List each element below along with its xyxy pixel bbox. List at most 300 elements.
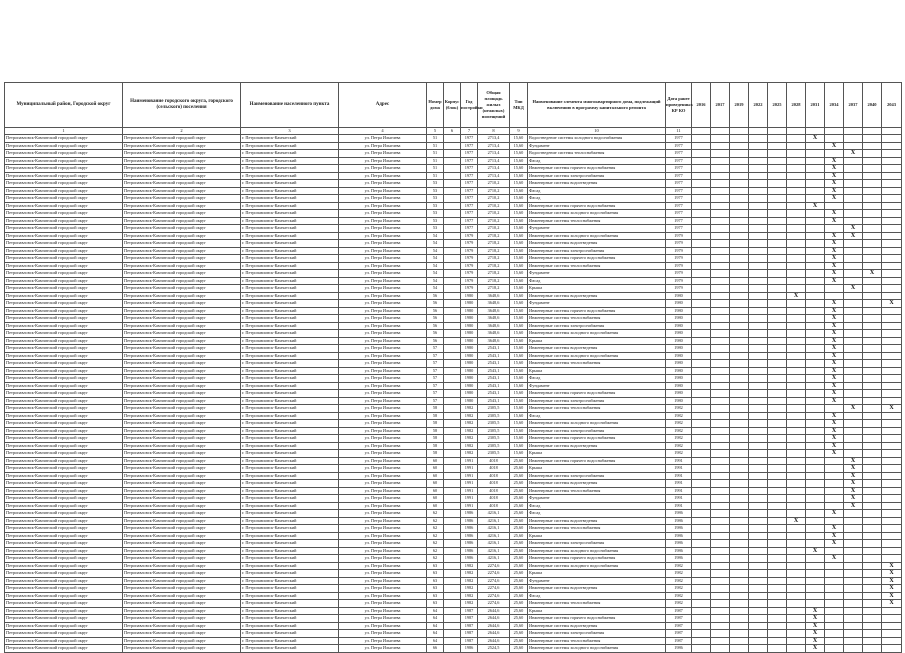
table-row <box>5 180 902 188</box>
period-cell <box>806 420 825 428</box>
period-cell <box>806 562 825 570</box>
locality-cell: г. Петропавловск-Камчатский <box>241 300 339 308</box>
period-cell <box>749 525 768 533</box>
column-number: 4 <box>339 128 427 135</box>
period-cell <box>730 330 749 338</box>
period-cell <box>711 637 730 645</box>
table-row <box>5 322 902 330</box>
district-cell: Петропавловск-Камчатский городской округ <box>5 502 123 510</box>
period-cell <box>711 292 730 300</box>
district-cell: Петропавловск-Камчатский городской округ <box>5 645 123 653</box>
house-number-cell: 60 <box>427 487 444 495</box>
period-cell <box>806 570 825 578</box>
house-number-cell: 56 <box>427 300 444 308</box>
type-cell: 25,60 <box>510 547 528 555</box>
period-cell <box>730 577 749 585</box>
period-cell <box>711 330 730 338</box>
period-cell <box>730 645 749 653</box>
district-cell: Петропавловск-Камчатский городской округ <box>5 412 123 420</box>
type-cell: 15,60 <box>510 165 528 173</box>
element-cell: Фундамент <box>528 495 666 503</box>
period-cell: X <box>844 465 863 473</box>
period-cell <box>768 390 787 398</box>
column-number: 11 <box>666 128 692 135</box>
table-row <box>5 232 902 240</box>
prior-repair-cell: 1986 <box>666 532 692 540</box>
locality-cell: г. Петропавловск-Камчатский <box>241 592 339 600</box>
prior-repair-cell: 1977 <box>666 135 692 143</box>
year-cell: 1991 <box>461 480 478 488</box>
period-cell <box>844 570 863 578</box>
area-cell: 2274,6 <box>478 585 510 593</box>
district-cell: Петропавловск-Камчатский городской округ <box>5 427 123 435</box>
street-cell: ул. Петра Ильичева <box>339 375 427 383</box>
area-cell: 2718,2 <box>478 285 510 293</box>
year-cell: 1982 <box>461 435 478 443</box>
element-cell: Инженерные системы водоотведения <box>528 345 666 353</box>
street-cell: ул. Петра Ильичева <box>339 487 427 495</box>
element-cell: Инженерные системы холодного водоснабжения <box>528 232 666 240</box>
locality-cell: г. Петропавловск-Камчатский <box>241 225 339 233</box>
period-cell: X <box>882 570 902 578</box>
column-number: 5 <box>427 128 444 135</box>
period-cell <box>768 225 787 233</box>
period-cell <box>749 547 768 555</box>
block-cell <box>444 322 461 330</box>
area-cell: 4018 <box>478 457 510 465</box>
period-cell <box>692 322 711 330</box>
period-cell: X <box>825 532 844 540</box>
column-header: Наименование населенного пункта <box>241 83 339 128</box>
period-cell <box>844 367 863 375</box>
period-cell <box>806 157 825 165</box>
period-cell <box>863 157 882 165</box>
period-cell <box>882 345 902 353</box>
period-cell <box>787 592 806 600</box>
year-cell: 1991 <box>461 487 478 495</box>
period-cell <box>806 367 825 375</box>
period-cell <box>863 517 882 525</box>
prior-repair-cell: 1980 <box>666 300 692 308</box>
period-cell: X <box>825 270 844 278</box>
house-number-cell: 51 <box>427 172 444 180</box>
prior-repair-cell: 1980 <box>666 345 692 353</box>
locality-cell: г. Петропавловск-Камчатский <box>241 135 339 143</box>
element-cell: Водоотведение системы холодного водоснабжения <box>528 135 666 143</box>
column-header: Корпус (блок) <box>444 83 461 128</box>
house-number-cell: 57 <box>427 352 444 360</box>
column-header: 2019 <box>730 83 749 128</box>
period-cell <box>863 615 882 623</box>
element-cell: Инженерные системы электроснабжения <box>528 247 666 255</box>
period-cell: X <box>844 480 863 488</box>
year-cell: 1986 <box>461 547 478 555</box>
house-number-cell: 63 <box>427 577 444 585</box>
district-cell: Петропавловск-Камчатский городской округ <box>5 592 123 600</box>
period-cell <box>825 225 844 233</box>
area-cell: 2543,1 <box>478 360 510 368</box>
district-cell: Петропавловск-Камчатский городской округ <box>5 600 123 608</box>
type-cell: 25,60 <box>510 570 528 578</box>
period-cell <box>863 195 882 203</box>
locality-cell: г. Петропавловск-Камчатский <box>241 645 339 653</box>
year-cell: 1979 <box>461 255 478 263</box>
house-number-cell: 62 <box>427 532 444 540</box>
period-cell <box>787 585 806 593</box>
table-row <box>5 285 902 293</box>
house-number-cell: 56 <box>427 330 444 338</box>
type-cell: 15,60 <box>510 150 528 158</box>
column-number: 1 <box>5 128 123 135</box>
period-cell <box>749 337 768 345</box>
district-cell: Петропавловск-Камчатский городской округ <box>5 615 123 623</box>
period-cell <box>692 480 711 488</box>
area-cell: 2274,6 <box>478 592 510 600</box>
period-cell <box>768 165 787 173</box>
period-cell <box>749 142 768 150</box>
period-cell <box>749 217 768 225</box>
period-cell <box>749 637 768 645</box>
period-cell <box>882 645 902 653</box>
house-number-cell: 53 <box>427 187 444 195</box>
settlement-cell: Петропавловск-Камчатский городской округ <box>123 225 241 233</box>
street-cell: ул. Петра Ильичева <box>339 330 427 338</box>
period-cell <box>730 315 749 323</box>
period-cell <box>806 337 825 345</box>
block-cell <box>444 562 461 570</box>
period-cell <box>844 142 863 150</box>
locality-cell: г. Петропавловск-Камчатский <box>241 210 339 218</box>
table-row <box>5 645 902 653</box>
period-cell <box>787 157 806 165</box>
period-cell <box>768 277 787 285</box>
period-cell <box>749 195 768 203</box>
period-cell <box>787 195 806 203</box>
prior-repair-cell: 1982 <box>666 442 692 450</box>
element-cell: Фасад <box>528 592 666 600</box>
area-cell: 2644,6 <box>478 615 510 623</box>
period-cell <box>768 532 787 540</box>
period-cell <box>768 187 787 195</box>
period-cell <box>863 285 882 293</box>
period-cell <box>863 210 882 218</box>
period-cell <box>882 547 902 555</box>
settlement-cell: Петропавловск-Камчатский городской округ <box>123 435 241 443</box>
period-cell: X <box>863 270 882 278</box>
settlement-cell: Петропавловск-Камчатский городской округ <box>123 495 241 503</box>
year-cell: 1979 <box>461 270 478 278</box>
street-cell: ул. Петра Ильичева <box>339 277 427 285</box>
period-cell <box>711 285 730 293</box>
table-row <box>5 315 902 323</box>
period-cell <box>806 412 825 420</box>
period-cell <box>692 630 711 638</box>
year-cell: 1980 <box>461 307 478 315</box>
period-cell <box>692 517 711 525</box>
element-cell: Фундамент <box>528 577 666 585</box>
period-cell <box>749 397 768 405</box>
year-cell: 1977 <box>461 202 478 210</box>
prior-repair-cell: 1980 <box>666 330 692 338</box>
table-row <box>5 345 902 353</box>
house-number-cell: 57 <box>427 390 444 398</box>
settlement-cell: Петропавловск-Камчатский городской округ <box>123 277 241 285</box>
period-cell <box>787 465 806 473</box>
period-cell <box>711 450 730 458</box>
period-cell <box>806 255 825 263</box>
column-header: 2022 <box>749 83 768 128</box>
block-cell <box>444 442 461 450</box>
period-cell <box>882 525 902 533</box>
table-row <box>5 517 902 525</box>
period-cell <box>844 345 863 353</box>
period-cell <box>768 270 787 278</box>
period-cell <box>806 232 825 240</box>
block-cell <box>444 315 461 323</box>
district-cell: Петропавловск-Камчатский городской округ <box>5 480 123 488</box>
settlement-cell: Петропавловск-Камчатский городской округ <box>123 330 241 338</box>
period-cell <box>749 277 768 285</box>
period-cell <box>768 345 787 353</box>
period-cell <box>882 232 902 240</box>
district-cell: Петропавловск-Камчатский городской округ <box>5 262 123 270</box>
house-number-cell: 62 <box>427 555 444 563</box>
period-cell <box>882 172 902 180</box>
period-cell <box>749 435 768 443</box>
settlement-cell: Петропавловск-Камчатский городской округ <box>123 285 241 293</box>
type-cell: 25,60 <box>510 540 528 548</box>
period-cell <box>749 172 768 180</box>
period-cell <box>749 240 768 248</box>
period-cell: X <box>844 405 863 413</box>
period-cell <box>692 435 711 443</box>
district-cell: Петропавловск-Камчатский городской округ <box>5 172 123 180</box>
period-cell <box>692 637 711 645</box>
element-cell: Инженерные системы горячего водоснабжения <box>528 615 666 623</box>
house-number-cell: 60 <box>427 495 444 503</box>
element-cell: Инженерные системы водоотведения <box>528 442 666 450</box>
period-cell <box>825 517 844 525</box>
block-cell <box>444 300 461 308</box>
table-row <box>5 472 902 480</box>
table-row <box>5 585 902 593</box>
period-cell <box>692 330 711 338</box>
prior-repair-cell: 1977 <box>666 187 692 195</box>
period-cell: X <box>825 277 844 285</box>
period-cell <box>730 262 749 270</box>
period-cell <box>711 247 730 255</box>
column-number: 10 <box>528 128 666 135</box>
house-number-cell: 54 <box>427 277 444 285</box>
district-cell: Петропавловск-Камчатский городской округ <box>5 405 123 413</box>
type-cell: 15,60 <box>510 322 528 330</box>
period-cell <box>711 277 730 285</box>
period-cell <box>882 315 902 323</box>
house-number-cell: 60 <box>427 465 444 473</box>
period-cell <box>844 510 863 518</box>
block-cell <box>444 172 461 180</box>
period-cell <box>806 322 825 330</box>
house-number-cell: 57 <box>427 382 444 390</box>
table-row <box>5 622 902 630</box>
locality-cell: г. Петропавловск-Камчатский <box>241 427 339 435</box>
house-number-cell: 60 <box>427 480 444 488</box>
table-row <box>5 480 902 488</box>
type-cell: 15,60 <box>510 277 528 285</box>
street-cell: ул. Петра Ильичева <box>339 165 427 173</box>
area-cell: 3648,6 <box>478 337 510 345</box>
period-cell <box>787 262 806 270</box>
year-cell: 1991 <box>461 502 478 510</box>
period-cell <box>711 157 730 165</box>
period-cell <box>749 367 768 375</box>
block-cell <box>444 247 461 255</box>
period-cell <box>711 592 730 600</box>
locality-cell: г. Петропавловск-Камчатский <box>241 330 339 338</box>
type-cell: 15,60 <box>510 240 528 248</box>
block-cell <box>444 217 461 225</box>
settlement-cell: Петропавловск-Камчатский городской округ <box>123 517 241 525</box>
settlement-cell: Петропавловск-Камчатский городской округ <box>123 307 241 315</box>
period-cell: X <box>825 307 844 315</box>
area-cell: 2710,2 <box>478 180 510 188</box>
period-cell <box>787 315 806 323</box>
period-cell: X <box>825 390 844 398</box>
area-cell: 4216,1 <box>478 532 510 540</box>
period-cell <box>692 427 711 435</box>
locality-cell: г. Петропавловск-Камчатский <box>241 247 339 255</box>
area-cell: 2543,1 <box>478 345 510 353</box>
type-cell: 25,60 <box>510 622 528 630</box>
period-cell <box>882 352 902 360</box>
element-cell: Инженерные системы холодного водоснабжения <box>528 210 666 218</box>
period-cell <box>768 465 787 473</box>
period-cell <box>787 510 806 518</box>
period-cell <box>806 360 825 368</box>
area-cell: 2710,2 <box>478 195 510 203</box>
prior-repair-cell: 1982 <box>666 420 692 428</box>
period-cell <box>692 307 711 315</box>
district-cell: Петропавловск-Камчатский городской округ <box>5 142 123 150</box>
period-cell <box>806 375 825 383</box>
district-cell: Петропавловск-Камчатский городской округ <box>5 247 123 255</box>
period-cell <box>806 142 825 150</box>
district-cell: Петропавловск-Камчатский городской округ <box>5 607 123 615</box>
column-header: 2031 <box>806 83 825 128</box>
settlement-cell: Петропавловск-Камчатский городской округ <box>123 135 241 143</box>
period-cell <box>806 180 825 188</box>
period-cell <box>730 495 749 503</box>
period-cell <box>768 367 787 375</box>
period-cell <box>806 292 825 300</box>
period-cell <box>749 165 768 173</box>
area-cell: 2710,2 <box>478 225 510 233</box>
block-cell <box>444 570 461 578</box>
area-cell: 3648,6 <box>478 307 510 315</box>
district-cell: Петропавловск-Камчатский городской округ <box>5 277 123 285</box>
prior-repair-cell: 1977 <box>666 180 692 188</box>
year-cell: 1986 <box>461 525 478 533</box>
type-cell: 15,60 <box>510 285 528 293</box>
period-cell: X <box>825 352 844 360</box>
period-cell <box>787 547 806 555</box>
period-cell <box>749 427 768 435</box>
locality-cell: г. Петропавловск-Камчатский <box>241 262 339 270</box>
locality-cell: г. Петропавловск-Камчатский <box>241 352 339 360</box>
element-cell: Инженерные системы горячего водоснабжения <box>528 555 666 563</box>
settlement-cell: Петропавловск-Камчатский городской округ <box>123 352 241 360</box>
district-cell: Петропавловск-Камчатский городской округ <box>5 570 123 578</box>
period-cell: X <box>825 157 844 165</box>
block-cell <box>444 435 461 443</box>
period-cell <box>749 517 768 525</box>
period-cell <box>692 337 711 345</box>
settlement-cell: Петропавловск-Камчатский городской округ <box>123 570 241 578</box>
prior-repair-cell: 1980 <box>666 337 692 345</box>
period-cell <box>844 172 863 180</box>
period-cell: X <box>825 345 844 353</box>
settlement-cell: Петропавловск-Камчатский городской округ <box>123 600 241 608</box>
type-cell: 15,60 <box>510 352 528 360</box>
period-cell <box>711 585 730 593</box>
period-cell <box>749 382 768 390</box>
area-cell: 2543,1 <box>478 367 510 375</box>
period-cell <box>749 600 768 608</box>
period-cell <box>825 495 844 503</box>
locality-cell: г. Петропавловск-Камчатский <box>241 397 339 405</box>
period-cell <box>768 547 787 555</box>
house-number-cell: 57 <box>427 360 444 368</box>
year-cell: 1980 <box>461 345 478 353</box>
street-cell: ул. Петра Ильичева <box>339 547 427 555</box>
period-cell <box>768 607 787 615</box>
block-cell <box>444 367 461 375</box>
settlement-cell: Петропавловск-Камчатский городской округ <box>123 255 241 263</box>
table-row <box>5 442 902 450</box>
type-cell: 25,60 <box>510 637 528 645</box>
period-cell <box>730 487 749 495</box>
block-cell <box>444 337 461 345</box>
table-row <box>5 555 902 563</box>
period-cell <box>806 345 825 353</box>
table-row <box>5 172 902 180</box>
street-cell: ул. Петра Ильичева <box>339 600 427 608</box>
period-cell <box>749 270 768 278</box>
period-cell <box>863 547 882 555</box>
period-cell <box>692 510 711 518</box>
period-cell: X <box>806 615 825 623</box>
block-cell <box>444 547 461 555</box>
year-cell: 1986 <box>461 517 478 525</box>
column-number <box>749 128 768 135</box>
locality-cell: г. Петропавловск-Камчатский <box>241 510 339 518</box>
settlement-cell: Петропавловск-Камчатский городской округ <box>123 592 241 600</box>
settlement-cell: Петропавловск-Камчатский городской округ <box>123 420 241 428</box>
year-cell: 1980 <box>461 337 478 345</box>
block-cell <box>444 157 461 165</box>
element-cell: Инженерные системы электроснабжения <box>528 540 666 548</box>
period-cell <box>749 285 768 293</box>
period-cell <box>730 405 749 413</box>
table-row <box>5 607 902 615</box>
year-cell: 1980 <box>461 375 478 383</box>
period-cell: X <box>882 405 902 413</box>
settlement-cell: Петропавловск-Камчатский городской округ <box>123 577 241 585</box>
period-cell: X <box>825 180 844 188</box>
period-cell: X <box>806 645 825 653</box>
block-cell <box>444 517 461 525</box>
locality-cell: г. Петропавловск-Камчатский <box>241 487 339 495</box>
